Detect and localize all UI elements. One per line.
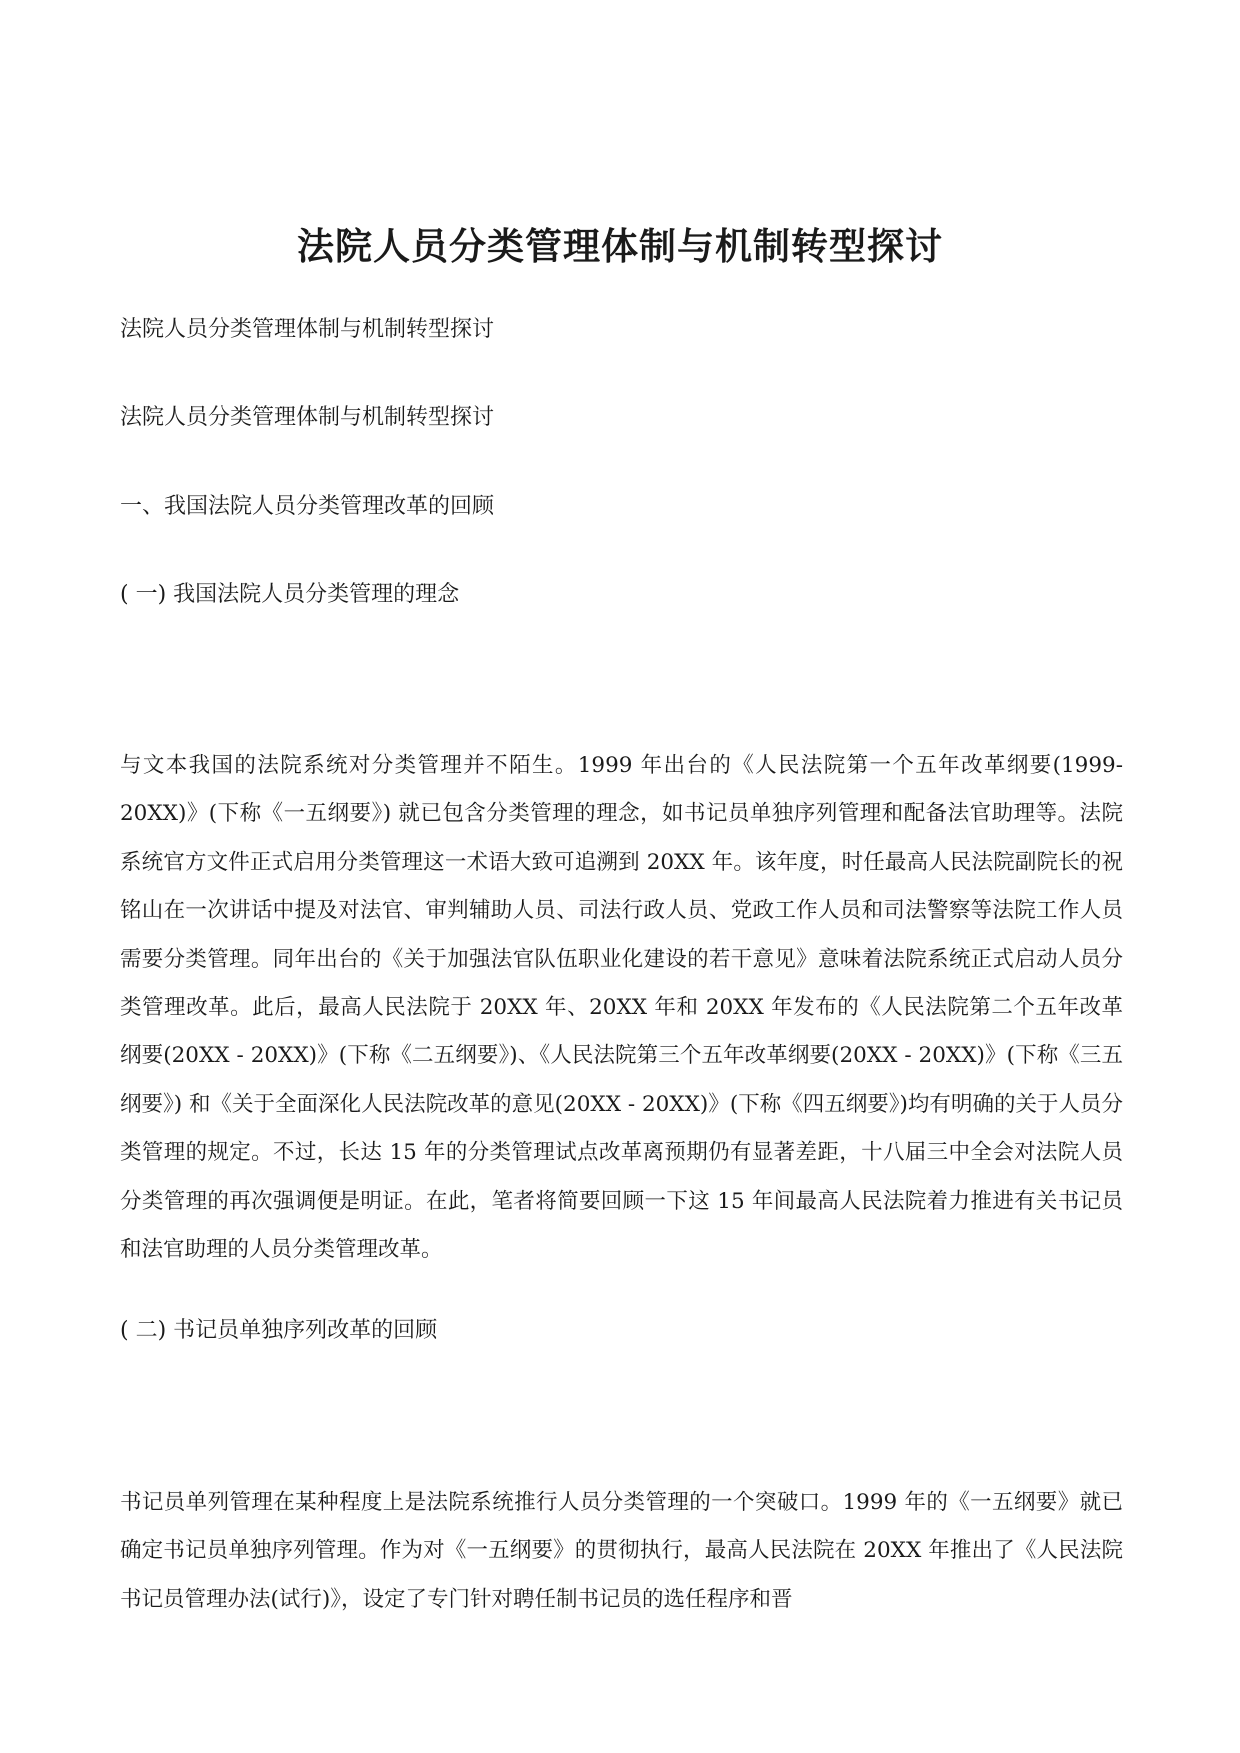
body-paragraph-1: 与文本我国的法院系统对分类管理并不陌生。1999 年出台的《人民法院第一个五年改革纲要(1999- 20XX)》(下称《一五纲要》) 就已包含分类管理的理念，如书记员单独序列管理和配备法官助理等。法院系统官方文件正式启用分类管理这一术语大致可追溯到 20XX 年。该年度，时任最高人民法院副院长的祝铭山在一次讲话中提及对法官、审判辅助人员、司法行政人员、党政工作人员和司法警察等法院工作人员需要分类管理。同年出台的《关于加强法官队伍职业化建设的若干意见》意味着法院系统正式启动人员分类管理改革。此后，最高人民法院于 20XX 年、20XX 年和 20XX 年发布的《人民法院第二个五年改革纲要(20XX - 20XX)》(下称《二五纲要》)、《人民法院第三个五年改革纲要(20XX - 20XX)》(下称《三五纲要》) 和《关于全面深化人民法院改革的意见(20XX - 20XX)》(下称《四五纲要》)均有明确的关于人员分类管理的规定。不过，长达 15 年的分类管理试点改革离预期仍有显著差距，十八届三中全会对法院人员分类管理的再次强调便是明证。在此，笔者将简要回顾一下这 15 年间最高人民法院着力推进有关书记员和法官助理的人员分类管理改革。: [120, 753, 1123, 1263]
body-paragraph-2: 书记员单列管理在某种程度上是法院系统推行人员分类管理的一个突破口。1999 年的《一五纲要》就已确定书记员单独序列管理。作为对《一五纲要》的贯彻执行，最高人民法院在 20XX 年推出了《人民法院书记员管理办法(试行)》，设定了专门针对聘任制书记员的选任程序和晋: [120, 1490, 1123, 1612]
subtitle-line-2: 法院人员分类管理体制与机制转型探讨: [120, 405, 495, 430]
subsection-heading-1: ( 一) 我国法院人员分类管理的理念: [120, 582, 460, 607]
section-heading-1: 一、我国法院人员分类管理改革的回顾: [120, 494, 495, 519]
subtitle-line-1: 法院人员分类管理体制与机制转型探讨: [120, 317, 495, 342]
subsection-heading-2: ( 二) 书记员单独序列改革的回顾: [120, 1318, 438, 1343]
document-title: 法院人员分类管理体制与机制转型探讨: [297, 225, 943, 268]
